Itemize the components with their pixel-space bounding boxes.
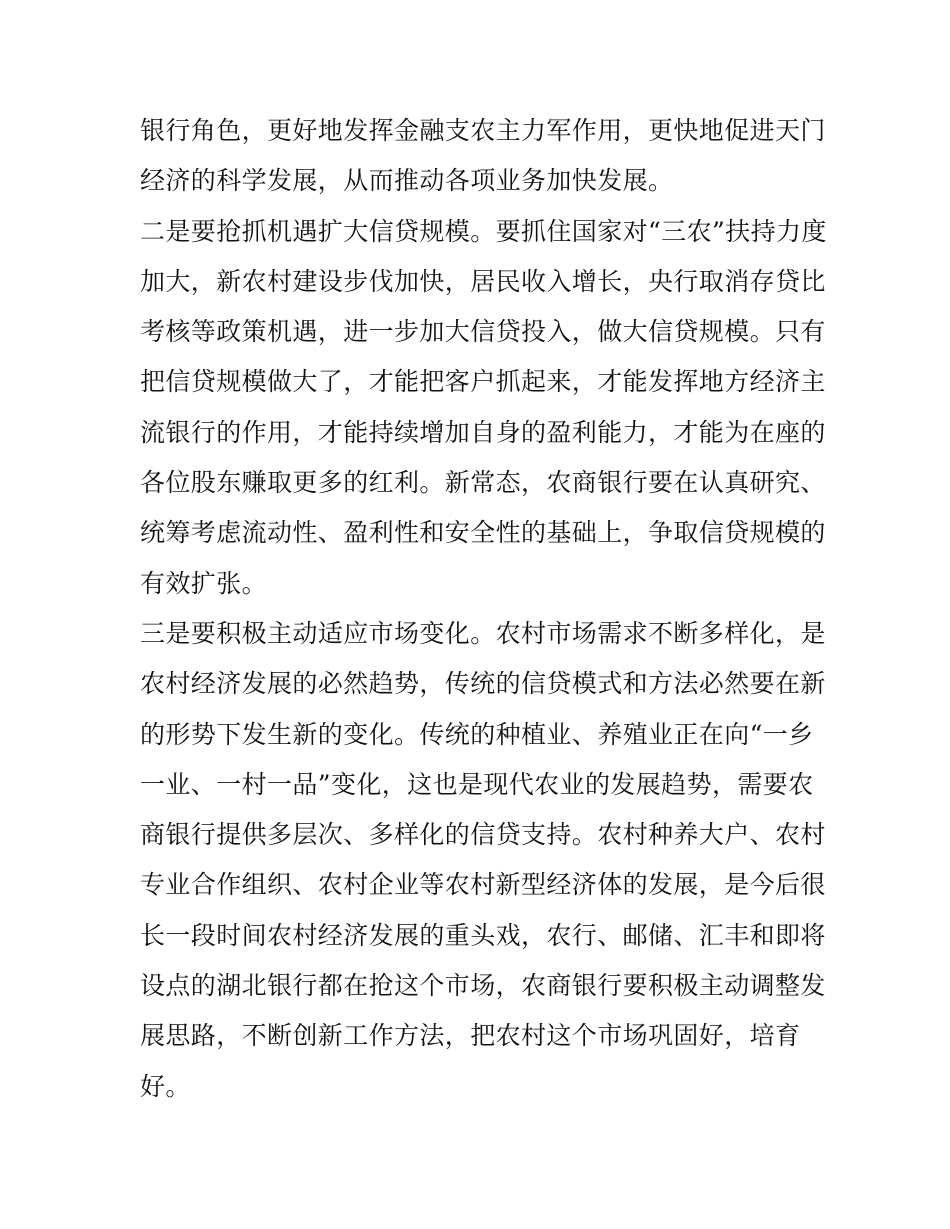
text-line: 的形势下发生新的变化。传统的种植业、养殖业正在向“一乡 (140, 719, 814, 749)
text-line: 专业合作组织、农村企业等农村新型经济体的发展，是今后很 (140, 870, 826, 900)
text-line: 流银行的作用，才能持续增加自身的盈利能力，才能为在座的 (140, 417, 826, 447)
text-line: 商银行提供多层次、多样化的信贷支持。农村种养大户、农村 (140, 820, 826, 850)
text-line: 长一段时间农村经济发展的重头戏，农行、邮储、汇丰和即将 (140, 920, 826, 950)
text-line: 一业、一村一品”变化，这也是现代农业的发展趋势，需要农 (140, 769, 814, 799)
text-line: 设点的湖北银行都在抢这个市场，农商银行要积极主动调整发 (140, 971, 826, 1001)
text-line: 考核等政策机遇，进一步加大信贷投入，做大信贷规模。只有 (140, 317, 826, 347)
text-line: 好。 (140, 1071, 191, 1101)
text-line: 二是要抢抓机遇扩大信贷规模。要抓住国家对“三农”扶持力度 (140, 216, 827, 246)
text-line: 三是要积极主动适应市场变化。农村市场需求不断多样化，是 (140, 618, 826, 648)
text-line: 有效扩张。 (140, 568, 268, 598)
text-line: 经济的科学发展，从而推动各项业务加快发展。 (140, 166, 674, 196)
text-line: 各位股东赚取更多的红利。新常态，农商银行要在认真研究、 (140, 468, 826, 498)
text-line: 把信贷规模做大了，才能把客户抓起来，才能发挥地方经济主 (140, 367, 826, 397)
text-line: 加大，新农村建设步伐加快，居民收入增长，央行取消存贷比 (140, 266, 826, 296)
body-text (140, 106, 827, 1112)
text-line: 统筹考虑流动性、盈利性和安全性的基础上，争取信贷规模的 (140, 518, 826, 548)
text-line: 银行角色，更好地发挥金融支农主力军作用，更快地促进天门 (140, 116, 826, 145)
text-line: 农村经济发展的必然趋势，传统的信贷模式和方法必然要在新 (140, 669, 826, 699)
text-line: 展思路，不断创新工作方法，把农村这个市场巩固好，培育 (140, 1021, 801, 1051)
